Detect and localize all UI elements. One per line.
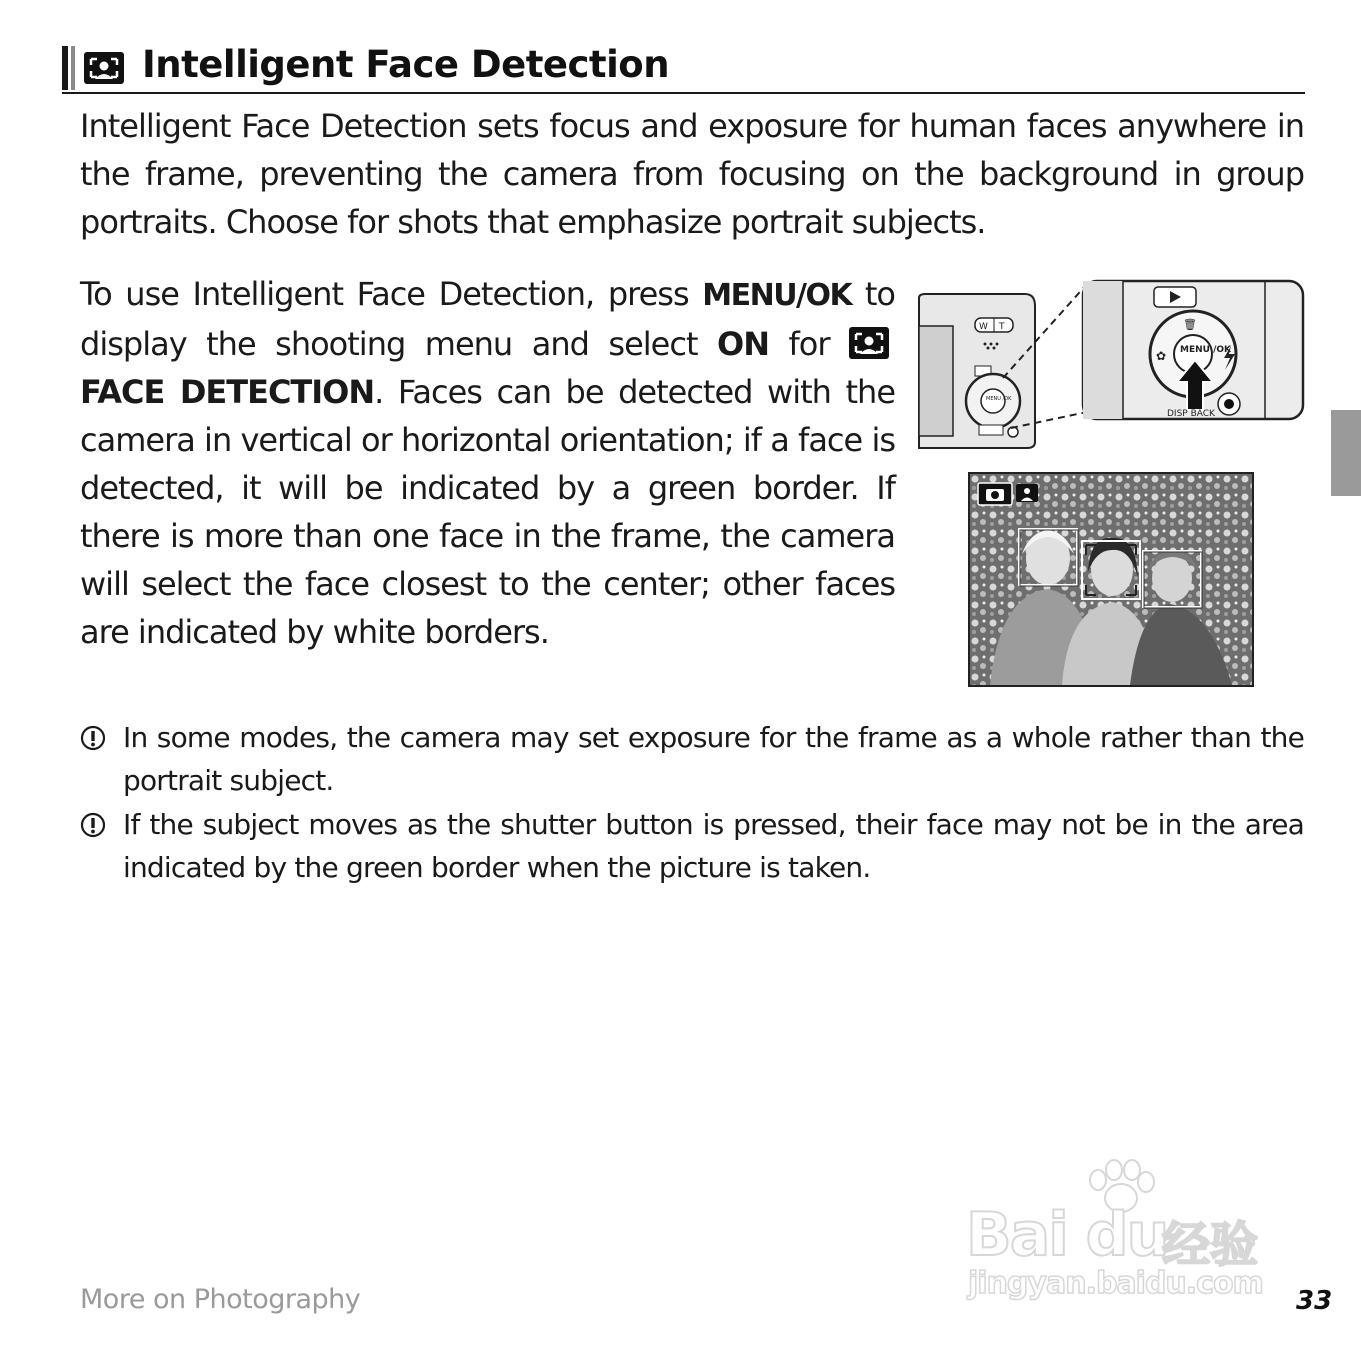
- watermark-brand: Bai du: [966, 1200, 1168, 1270]
- usage-text: To use Intelligent Face Detection, press: [80, 275, 703, 313]
- heading-bar: [62, 46, 68, 90]
- page-title: Intelligent Face Detection: [142, 43, 670, 86]
- page-number: 33: [1296, 1286, 1333, 1316]
- usage-text: to display the shooting menu and select: [80, 275, 896, 363]
- face-detection-label: FACE DETECTION: [80, 373, 375, 411]
- menu-ok-label: MENU/OK: [702, 278, 852, 313]
- zoom-w-label: W: [979, 322, 988, 332]
- on-label: ON: [717, 325, 769, 363]
- menu-ok-small-label: MENU /OK: [986, 396, 1012, 402]
- section-heading: [62, 44, 1305, 94]
- note-text: If the subject moves as the shutter button is pressed, their face may not be in the area indicated by the green border when the picture is taken.: [123, 808, 1304, 884]
- camera-back-illustration: [915, 278, 1307, 450]
- baidu-watermark: [966, 1158, 1278, 1308]
- section-side-tab: [1331, 410, 1361, 496]
- heading-bar-secondary: [71, 46, 75, 90]
- note-text: In some modes, the camera may set exposure for the frame as a whole rather than the portrait subject.: [123, 721, 1304, 797]
- usage-text: . Faces can be detected with the camera in vertical or horizontal orientation; if a face is detected, it will be indicated by a green border. If there is more than one face in the frame, the camera will select the face closest to the center; other faces are indicated by white borders.: [80, 373, 896, 651]
- intro-paragraph: Intelligent Face Detection sets focus and exposure for human faces anywhere in the frame, preventing the camera from focusing on the background in group portraits. Choose for shots that emphasize portrait subjects.: [80, 107, 1304, 241]
- note-item: [80, 716, 1304, 802]
- face-detection-icon: [84, 52, 124, 84]
- macro-icon: ✿: [1156, 349, 1167, 363]
- delete-icon: 🗑: [1183, 318, 1197, 331]
- caution-icon: [80, 812, 106, 838]
- watermark-cn: 经验: [1162, 1217, 1259, 1273]
- watermark-url: jingyan.baidu.com: [968, 1266, 1263, 1301]
- footer-section-title: More on Photography: [80, 1284, 361, 1315]
- disp-back-label: DISP BACK: [1167, 409, 1215, 419]
- zoom-t-label: T: [999, 322, 1005, 332]
- usage-paragraph: [80, 270, 895, 656]
- usage-text: for: [769, 325, 850, 363]
- note-item: [80, 803, 1304, 889]
- face-detection-photo: [968, 472, 1254, 687]
- caution-icon: [80, 725, 106, 751]
- face-detection-icon: [849, 327, 889, 359]
- menu-ok-button-label: MENU /OK: [1180, 345, 1231, 355]
